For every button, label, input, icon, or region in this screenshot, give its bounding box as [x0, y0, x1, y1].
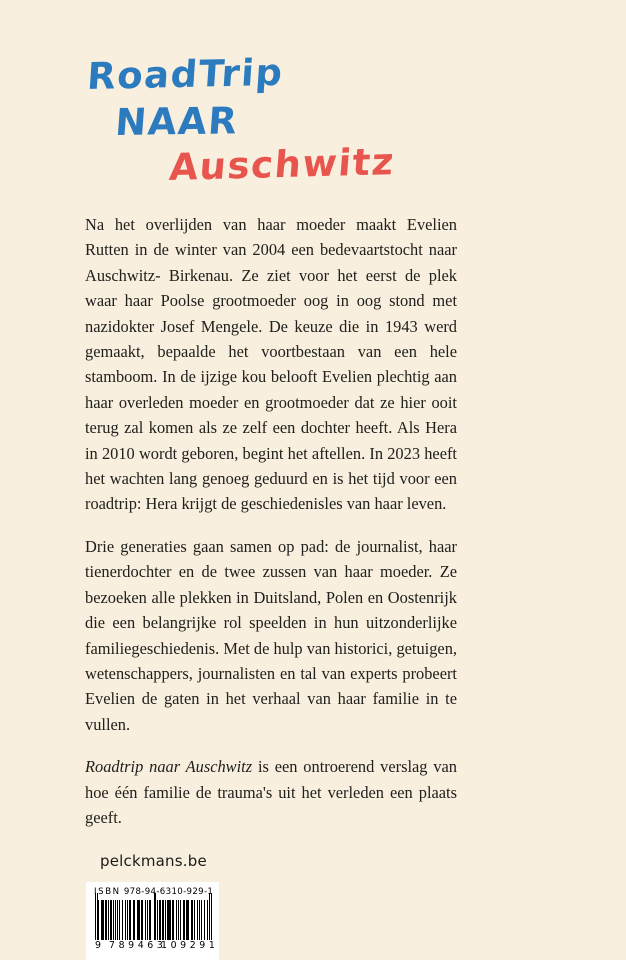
barcode-lead-digit: 9: [95, 940, 101, 951]
barcode-right-group: 109291: [161, 940, 219, 951]
barcode-bars: [95, 900, 212, 940]
blurb-paragraph-2: Drie generaties gaan samen op pad: de journalist, haar tienerdochter en de twee zussen van haar moeder. Ze bezoeken alle plekken in Duitsland, Polen en Oostenrijk die een belangrijke rol speelden in hun uitzonderlijke familiegeschiedenis. Met de hulp van historici, getuigen, wetenschappers, journalisten en tal van experts probeert Evelien de gaten in het verhaal van haar familie in te vullen.: [85, 536, 457, 734]
title-line-auschwitz: Auschwitz: [167, 140, 397, 189]
blurb-paragraph-3-rest: is een ontroerend verslag van hoe één familie de trauma's uit het verleden een plaats geeft.: [85, 757, 457, 827]
isbn-label: ISBN: [94, 887, 121, 897]
barcode-left-group: 789463: [109, 940, 167, 951]
blurb-text: [85, 212, 457, 830]
title-line-roadtrip: RoadTrip: [85, 50, 285, 98]
publisher-website: pelckmans.be: [100, 852, 207, 870]
blurb-book-title: Roadtrip naar Auschwitz: [85, 757, 253, 777]
isbn-barcode: [86, 882, 219, 960]
title-line-naar: NAAR: [113, 99, 240, 144]
isbn-number: 978-94-6310-929-1: [123, 887, 214, 897]
blurb-paragraph-1: Na het overlijden van haar moeder maakt Evelien Rutten in de winter van 2004 een bedevaartstocht naar Auschwitz- Birkenau. Ze ziet voor het eerst de plek waar haar Poolse grootmoeder oog in oog stond met nazidokter Josef Mengele. De keuze die in 1943 werd gemaakt, bepaalde het voortbestaan van een hele stamboom. In de ijzige kou belooft Evelien plechtig aan haar overleden moeder en grootmoeder dat ze hier ooit terug zal komen als ze zelf een dochter heeft. Als Hera in 2010 wordt geboren, begint het aftellen. In 2023 heeft het wachten lang genoeg geduurd en is het tijd voor een roadtrip: Hera krijgt de geschiedenisles van haar leven.: [85, 215, 457, 514]
cover-title: [85, 50, 506, 189]
blurb-paragraph-3: [85, 754, 457, 830]
barcode-digits: [95, 939, 219, 951]
